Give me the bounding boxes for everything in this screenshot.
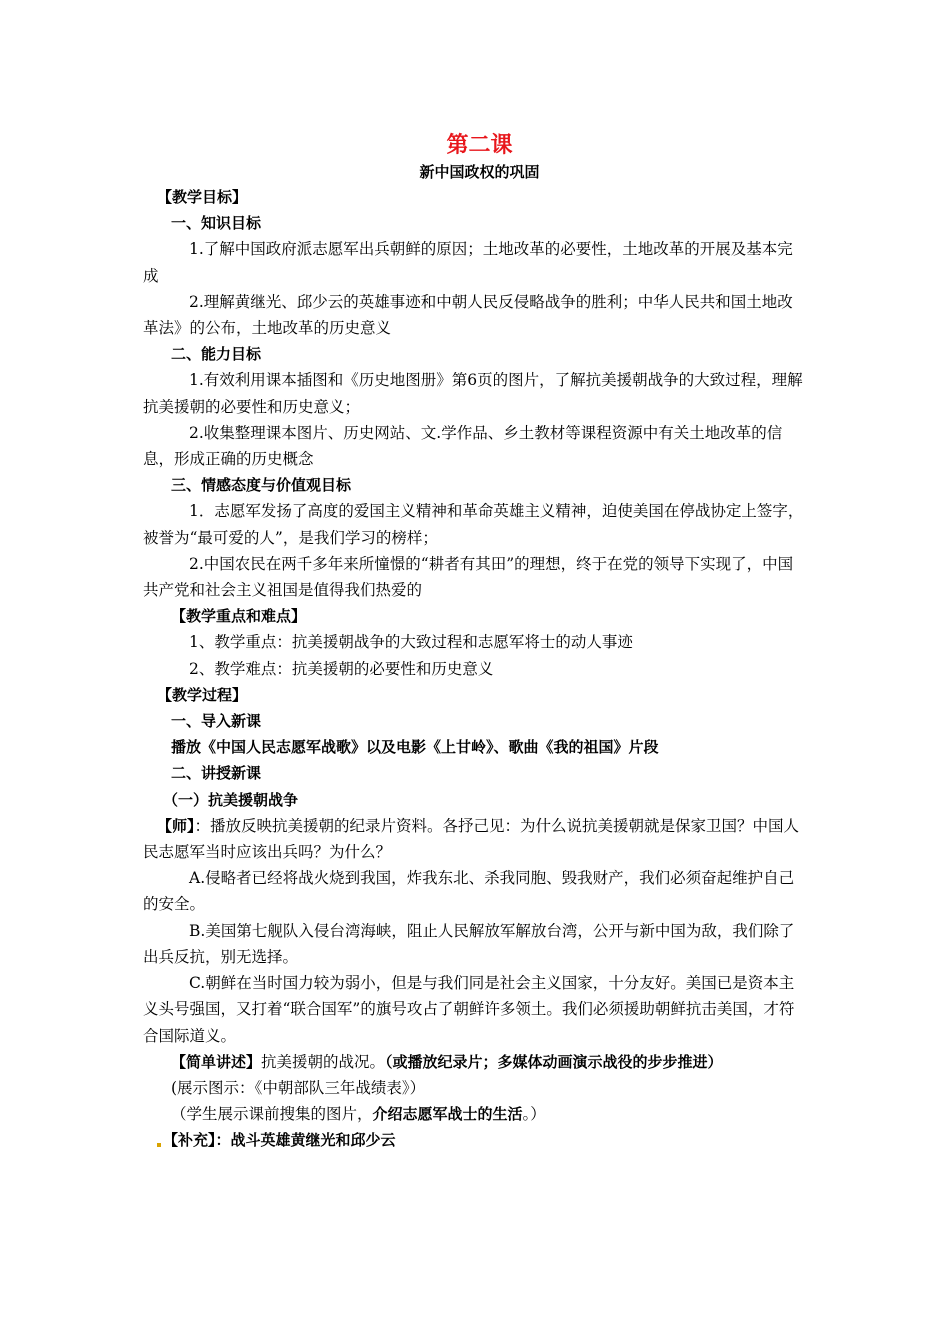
teacher-text: ：播放反映抗美援朝的纪录片资料。各抒己见：为什么说抗美援朝就是保家卫国？中国人民志愿军当时应该出兵吗？为什么？ [143, 816, 800, 862]
option-b: B.美国第七舰队入侵台湾海峡，阻止人民解放军解放台湾，公开与新中国为敌，我们除了出兵反抗，别无选择。 [143, 921, 795, 966]
teacher-paragraph [143, 813, 808, 865]
lesson-subtitle: 新中国政权的巩固 [419, 163, 540, 181]
supplement-line [143, 1127, 808, 1153]
student-end: 。） [522, 1105, 546, 1124]
supplement-text: ：战斗英雄黄继光和邱少云 [215, 1131, 396, 1150]
key-point-2: 2、教学难点：抗美援朝的必要性和历史意义 [189, 659, 494, 678]
section-heading-key-points: 【教学重点和难点】 [171, 607, 307, 626]
edit-mark-icon [157, 1143, 161, 1147]
goal1-heading: 一、知识目标 [171, 214, 262, 233]
process2-heading: 二、讲授新课 [171, 764, 262, 783]
teacher-label: 【师】 [157, 816, 195, 835]
student-line [143, 1101, 808, 1127]
key-point-1: 1、教学重点：抗美援朝战争的大致过程和志愿军将士的动人事迹 [189, 633, 633, 652]
goal3-heading: 三、情感态度与价值观目标 [171, 476, 352, 495]
student-text: （学生展示课前搜集的图片， [171, 1105, 373, 1124]
goal1-item1: 1.了解中国政府派志愿军出兵朝鲜的原因；土地改革的必要性，土地改革的开展及基本完成 [143, 240, 793, 285]
brief-paragraph [143, 1049, 808, 1075]
brief-label: 【简单讲述】 [171, 1052, 262, 1071]
show-text: 《中朝部队三年战绩表》） [254, 1078, 426, 1097]
section-heading-process: 【教学过程】 [157, 685, 248, 704]
option-a: A.侵略者已经将战火烧到我国，炸我东北、杀我同胞、毁我财产，我们必须奋起维护自己的安全。 [143, 869, 795, 914]
brief-text: 抗美援朝的战况。 [261, 1052, 386, 1071]
show-label: (展示图示： [171, 1078, 255, 1097]
goal3-item1: 1．志愿军发扬了高度的爱国主义精神和革命英雄主义精神，迫使美国在停战协定上签字，被誉为“最可爱的人”，是我们学习的榜样； [143, 502, 804, 547]
goal2-item1: 1.有效利用课本插图和《历史地图册》第6页的图片，了解抗美援朝战争的大致过程，理解抗美援朝的必要性和历史意义； [143, 371, 803, 416]
option-c: C.朝鲜在当时国力较为弱小，但是与我们同是社会主义国家，十分友好。美国已是资本主义头号强国，又打着“联合国军”的旗号攻占了朝鲜许多领土。我们必须援助朝鲜抗击美国，才符合国际道义。 [143, 974, 795, 1045]
process1-heading: 一、导入新课 [171, 712, 262, 731]
student-bold: 介绍志愿军战士的生活 [372, 1105, 523, 1124]
goal1-item2: 2.理解黄继光、邱少云的英雄事迹和中朝人民反侵略战争的胜利；中华人民共和国土地改革法》的公布，土地改革的历史意义 [143, 292, 793, 338]
section-heading-goals: 【教学目标】 [157, 188, 248, 206]
goal2-heading: 二、能力目标 [171, 345, 262, 364]
supplement-label: 【补充】 [163, 1131, 216, 1150]
goal2-item2: 2.收集整理课本图片、历史网站、文.学作品、乡土教材等课程资源中有关土地改革的信息，形成正确的历史概念 [143, 423, 783, 469]
document-body [143, 132, 808, 1154]
process2-subheading: （一）抗美援朝战争 [163, 790, 299, 809]
goal3-item2: 2.中国农民在两千多年来所憧憬的“耕者有其田”的理想，终于在党的领导下实现了，中国共产党和社会主义祖国是值得我们热爱的 [143, 554, 794, 600]
show-figure-line [143, 1075, 808, 1101]
lesson-title: 第二课 [446, 133, 513, 158]
process1-text: 播放《中国人民志愿军战歌》以及电影《上甘岭》、歌曲《我的祖国》片段 [171, 738, 659, 757]
brief-bold: （或播放纪录片；多媒体动画演示战役的步步推进） [385, 1052, 723, 1071]
